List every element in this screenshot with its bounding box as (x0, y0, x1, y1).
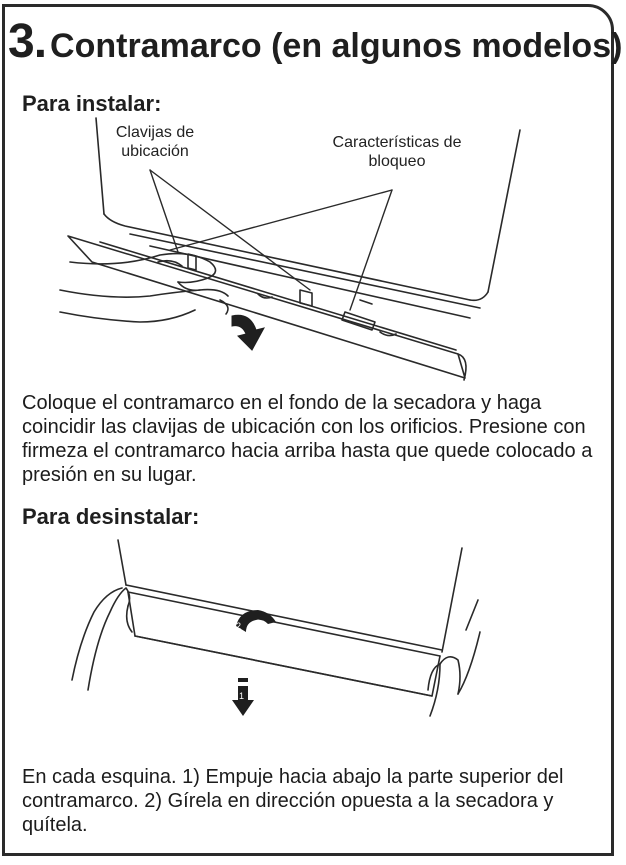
uninstall-instructions: En cada esquina. 1) Empuje hacia abajo la parte superior del contramarco. 2) Gírela en dirección opuesta a la secadora y quítela. (22, 766, 564, 836)
step-title-text: Contramarco (en algunos modelos) (50, 27, 623, 65)
rotate-arrow-icon (236, 610, 276, 632)
uninstall-heading: Para desinstalar: (22, 504, 200, 529)
install-heading: Para instalar: (22, 91, 162, 116)
step-label-1: 1 (239, 691, 245, 701)
install-instructions: Coloque el contramarco en el fondo de la secadora y haga coincidir las clavijas de ubicación con los orificios. Presione con firmeza el contramarco hacia arriba hasta que quede colocado a presión en su lugar. (22, 392, 593, 486)
step-label-2: 2 (236, 621, 242, 631)
callout-locking-features: Características de bloqueo (332, 134, 462, 170)
callout-locating-pins: Clavijas de ubicación (115, 124, 195, 160)
step-number: 3. (8, 15, 47, 68)
